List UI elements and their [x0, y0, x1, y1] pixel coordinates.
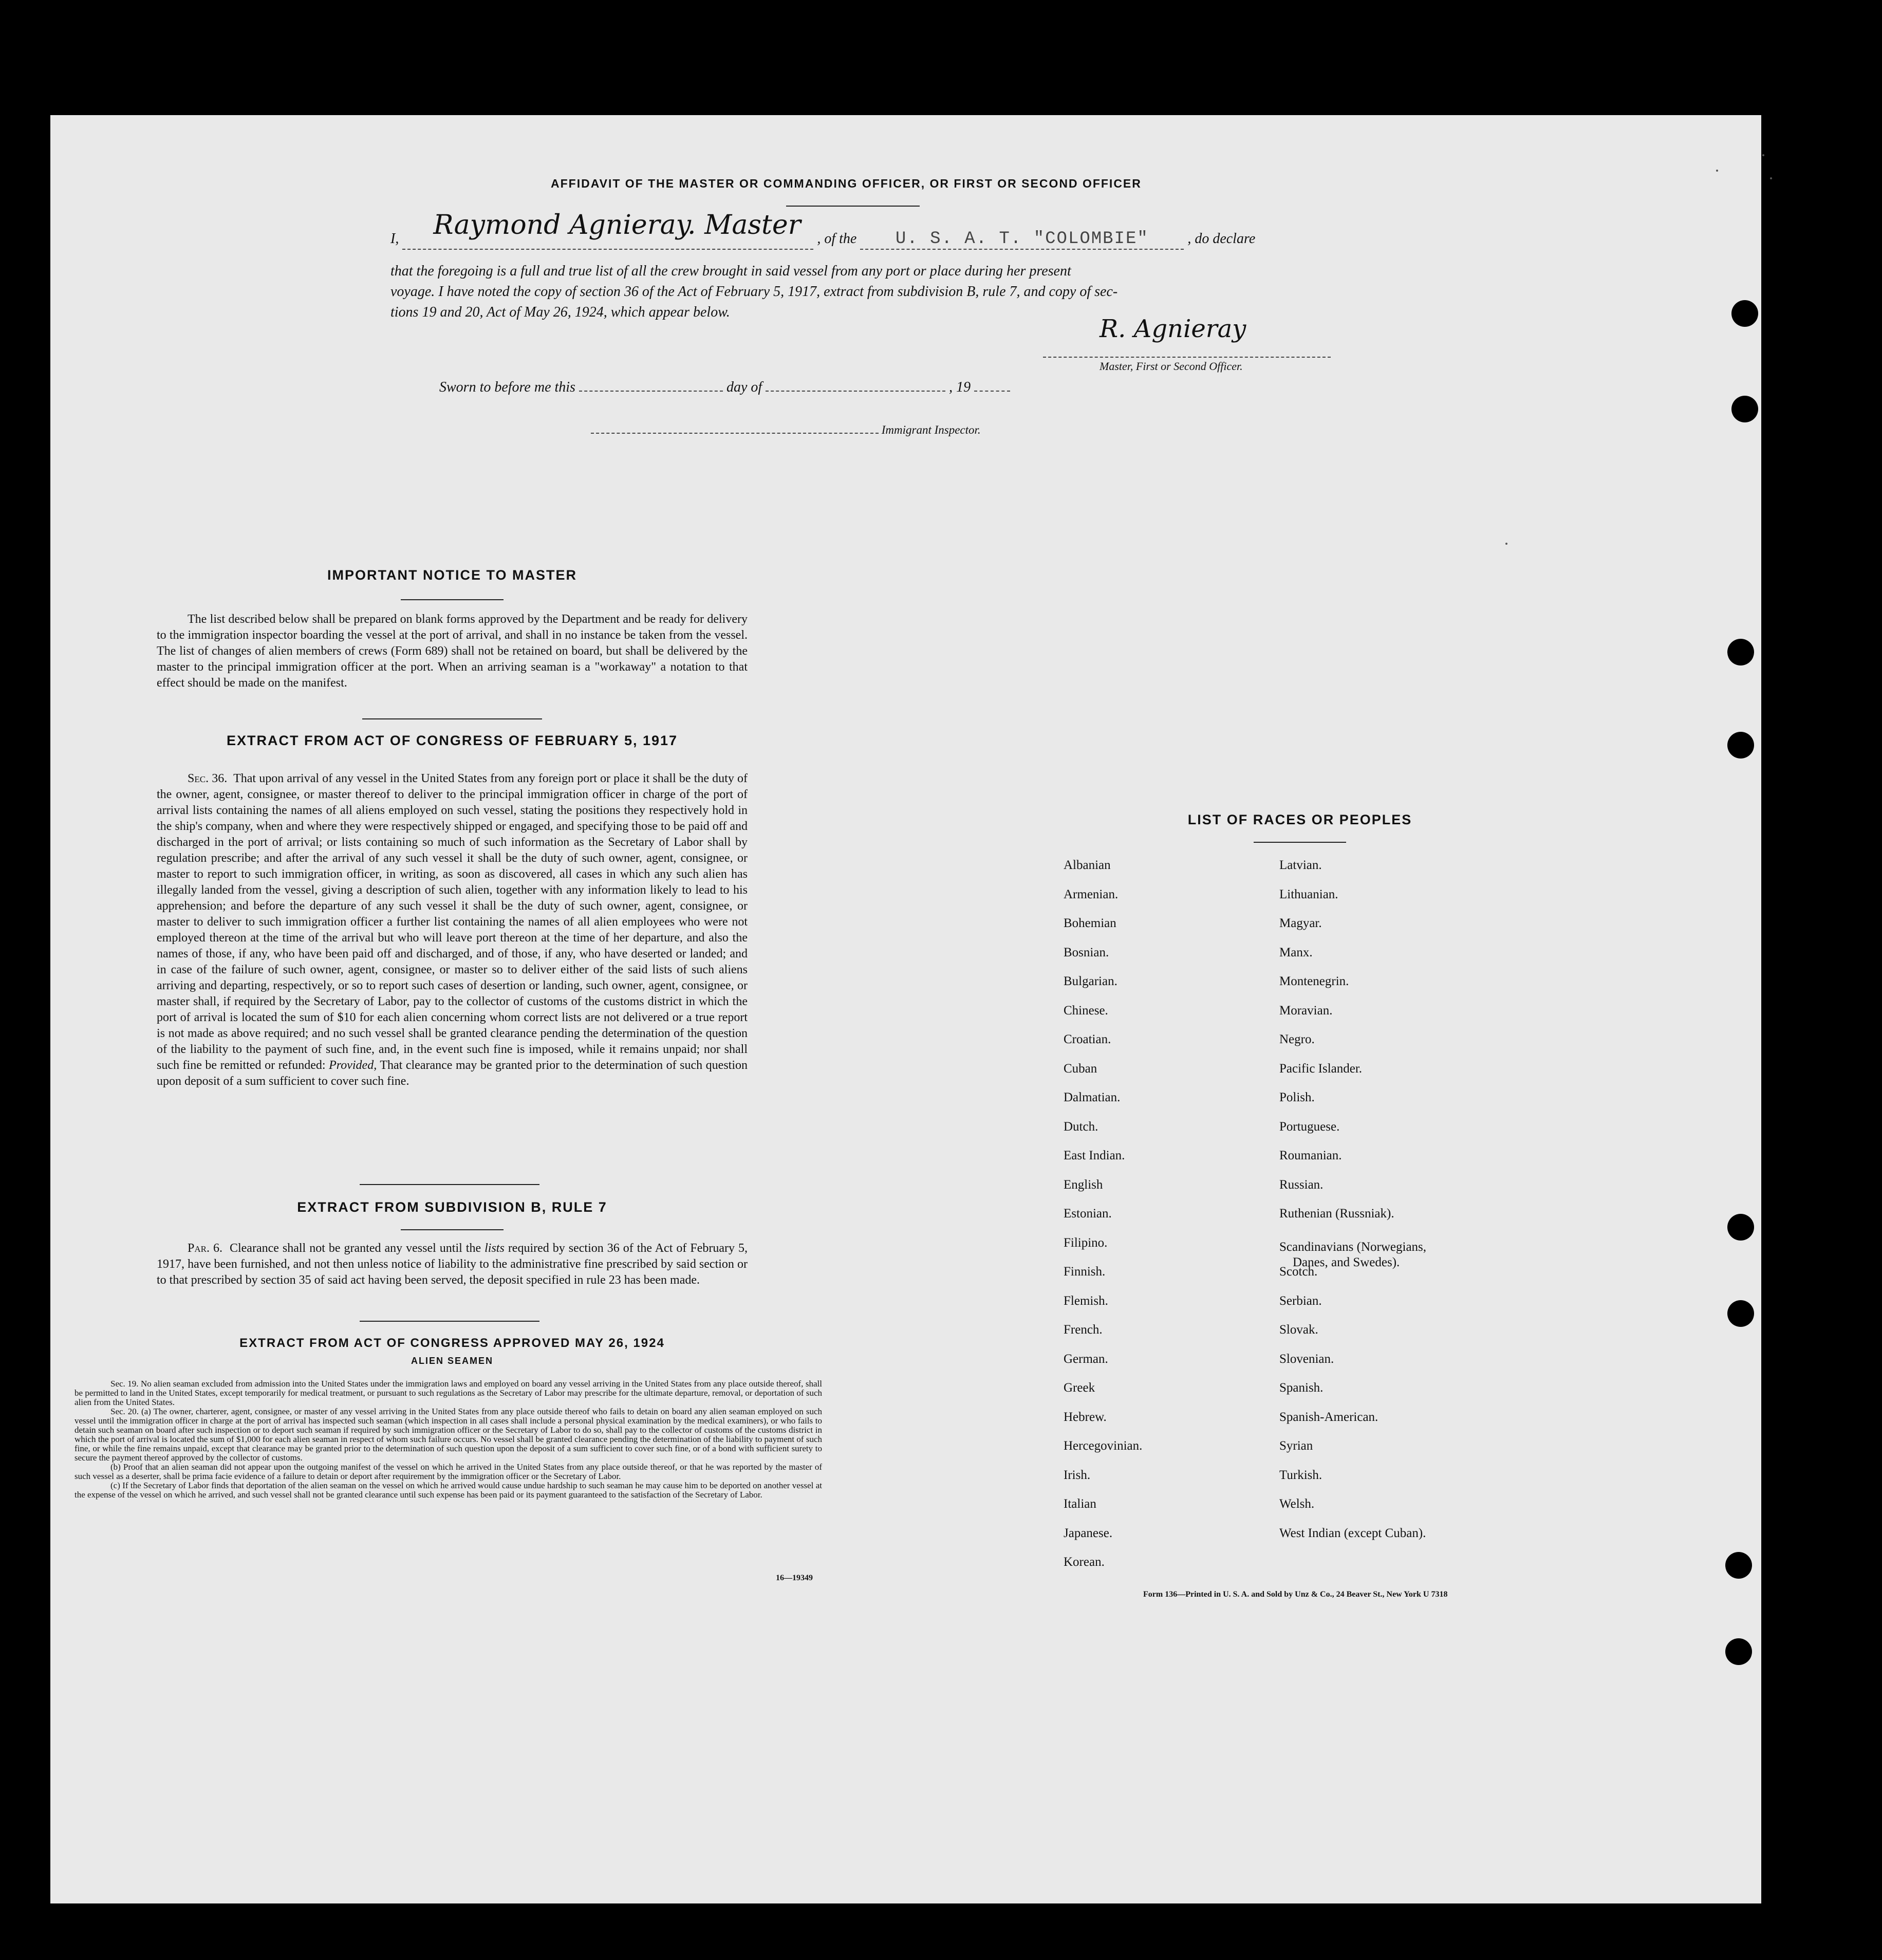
section-rule	[360, 1184, 539, 1185]
race-item: Welsh.	[1279, 1497, 1315, 1511]
binder-hole	[1731, 300, 1758, 327]
race-item: Pacific Islander.	[1279, 1062, 1363, 1076]
race-item: Albanian	[1064, 858, 1111, 872]
race-item: Ruthenian (Russniak).	[1279, 1207, 1394, 1221]
affidavit-body-line: voyage. I have noted the copy of section 36 of the Act of February 5, 1917, extract from subdivision B, rule 7, and copy of sec-	[390, 284, 1118, 300]
race-item: East Indian.	[1064, 1149, 1125, 1162]
sec20b-text: (b) Proof that an alien seaman did not appear upon the outgoing manifest of the vessel on which he arrived in the United States from any place outside thereof, or that he was reported by the master of such vessel as a deserter, shall be prima facie evidence of a failure to detain or deport after requirement by the immigration officer or the Secretary of Labor.	[74, 1462, 822, 1481]
race-item: Slovenian.	[1279, 1352, 1334, 1366]
scan-speck	[1505, 543, 1507, 545]
race-item: Hercegovinian.	[1064, 1439, 1143, 1453]
rule7-text-a: Clearance shall not be granted any vessel until the	[229, 1242, 481, 1255]
rule7-block	[157, 1241, 748, 1288]
scan-speck	[1770, 177, 1772, 179]
section-rule	[362, 718, 542, 719]
race-item: Bohemian	[1064, 916, 1116, 930]
races-right-column	[1279, 858, 1536, 1578]
sworn-month-field[interactable]	[766, 377, 945, 392]
signature-line	[1043, 357, 1331, 358]
race-item: Italian	[1064, 1497, 1096, 1511]
race-item: Moravian.	[1279, 1004, 1333, 1018]
race-item: Estonian.	[1064, 1207, 1112, 1221]
race-item: Dalmatian.	[1064, 1090, 1121, 1104]
races-title: LIST OF RACES OR PEOPLES	[1187, 812, 1412, 827]
binder-hole	[1731, 396, 1758, 422]
binder-hole	[1727, 1300, 1754, 1327]
notice-body-block	[157, 612, 748, 691]
race-item: Chinese.	[1064, 1004, 1108, 1018]
section-rule	[401, 1229, 504, 1230]
notice-body: The list described below shall be prepared on blank forms approved by the Department and be ready for delivery to the immigration inspector boarding the vessel at the port of arrival, and shall in no instance be taken from the vessel. The list of changes of alien members of crews (Form 689) shall not be retained on board, but shall be delivered by the master to the principal immigration officer at the port. When an arriving seaman is a "workaway" a notation to that effect should be made on the manifest.	[157, 613, 748, 690]
race-item: Cuban	[1064, 1062, 1097, 1076]
vessel-name: U. S. A. T. "COLOMBIE"	[895, 229, 1149, 249]
race-item: English	[1064, 1178, 1103, 1192]
scan-speck	[1716, 170, 1718, 172]
sworn-day-field[interactable]	[579, 377, 723, 392]
binder-hole	[1725, 1552, 1752, 1579]
race-item: West Indian (except Cuban).	[1279, 1526, 1426, 1540]
inspector-line	[591, 421, 981, 437]
race-item: Syrian	[1279, 1439, 1313, 1453]
race-item: Spanish-American.	[1279, 1410, 1378, 1424]
race-item: Bosnian.	[1064, 946, 1109, 959]
race-item: Scotch.	[1279, 1265, 1318, 1279]
sec20c-text: (c) If the Secretary of Labor finds that deportation of the alien seaman on the vessel on which he arrived would cause undue hardship to such seaman he may cause him to be deported on another vessel at the expense of the vessel on which he arrived, and such vessel shall not be granted clearance until such expense has been paid or its payment guaranteed to the satisfaction of the Secretary of Labor.	[74, 1481, 822, 1500]
race-item: Montenegrin.	[1279, 974, 1349, 988]
race-item: French.	[1064, 1323, 1103, 1337]
binder-hole	[1725, 1638, 1752, 1665]
race-item: Bulgarian.	[1064, 974, 1117, 988]
section-rule	[360, 1321, 539, 1322]
race-item: Polish.	[1279, 1090, 1315, 1104]
sec36-text: That upon arrival of any vessel in the United States from any foreign port or place it shall be the duty of the owner, agent, consignee, or master thereof to deliver to the principal immigration officer in charge of the port of arrival lists containing the names of all aliens employed on such vessel, stating the positions they respectively hold in the ship's company, when and where they were respectively shipped or engaged, and specifying those to be paid off and discharged in the port of arrival; or lists containing so much of such information as the Secretary of Labor shall by regulation prescribe; and after the arrival of any such vessel it shall be the duty of such owner, agent, consignee, or master to report to such immigration officer, in writing, as soon as discovered, all cases in which any such alien has illegally landed from the vessel, giving a description of such alien, together with any information likely to lead to his apprehension; and before the departure of any such vessel it shall be the duty of such owner, agent, consignee, or master to deliver to such immigration officer a further list containing the names of all alien employees who were not employed thereon at the time of the arrival but who will leave port thereon at the time of her departure, and also the names of those, if any, who have been paid off and discharged, and of those, if any, who have deserted or landed; and in case of the failure of such owner, agent, consignee, or master so to deliver either of the said lists of such aliens arriving and departing, respectively, or so to report such cases of desertion or landing, such owner, agent, consignee, or master shall, if required by the Secretary of Labor, pay to the collector of customs of the customs district in which the port of arrival is located the sum of $10 for each alien concerning whom correct lists are not delivered or a true report is not made as above required; and no such vessel shall be granted clearance pending the determination of the question of the liability to the payment of such fine, and, in the event such fine is imposed, while it remains unpaid; nor shall such fine be remitted or refunded:	[157, 772, 748, 1072]
race-item: Portuguese.	[1279, 1120, 1340, 1134]
sec20a-text: Sec. 20. (a) The owner, charterer, agent, consignee, or master of any vessel arriving in the United States from any place outside thereof who fails to detain on board any alien seaman employed on such vessel until the immigration officer in charge at the port of arrival has inspected such seaman (which inspection in all cases shall include a personal physical examination by the medical examiners), or who fails to detain such seaman on board after such inspection or to deport such seaman if required by such immigration officer or the Secretary of Labor to do so, shall pay to the collector of customs of the customs district in which the port of arrival is located the sum of $1,000 for each alien seaman in respect of whom such failure occurs. No vessel shall be granted clearance pending the determination of the liability to payment of such fine, or while the fine remains unpaid, except that clearance may be granted prior to the determination of such question upon the deposit of a sum sufficient to cover such fine, or of a bond with sufficient surety to secure the payment thereof approved by the collector of customs.	[74, 1407, 822, 1463]
par6-label: Par. 6.	[188, 1242, 222, 1255]
inspector-label: Immigrant Inspector.	[881, 423, 981, 436]
master-name-field[interactable]	[402, 210, 813, 250]
notice-rule	[401, 599, 504, 600]
affidavit-title: AFFIDAVIT OF THE MASTER OR COMMANDING OFFICER, OR FIRST OR SECOND OFFICER	[551, 177, 1142, 190]
affidavit-body	[390, 261, 1356, 323]
race-item: Spanish.	[1279, 1381, 1324, 1395]
master-signature: R. Agnieray	[1100, 315, 1246, 343]
footer-imprint: Form 136—Printed in U. S. A. and Sold by Unz & Co., 24 Beaver St., New York U 7318	[1143, 1590, 1448, 1599]
race-item: Croatian.	[1064, 1032, 1111, 1046]
race-item: Turkish.	[1279, 1468, 1322, 1482]
act1924-block	[74, 1379, 822, 1500]
master-name-handwritten: Raymond Agnieray. Master	[433, 210, 801, 241]
rule7-text-b: required by section 36 of the Act of February 5, 1917, have been furnished, and not then unless notice of liability to the administrative fine prescribed by said section or to that prescribed by section 35 of said act having been served, the deposit specified in rule 23 has been made.	[157, 1242, 748, 1287]
extract-1917-body	[157, 771, 748, 1089]
race-item: Scandinavians (Norwegians,	[1279, 1240, 1427, 1254]
form-code: 16—19349	[776, 1574, 813, 1582]
race-item: Roumanian.	[1279, 1149, 1342, 1162]
year-label: , 19	[949, 379, 971, 395]
notice-title: IMPORTANT NOTICE TO MASTER	[327, 567, 577, 583]
binder-hole	[1727, 639, 1754, 665]
race-item: Filipino.	[1064, 1236, 1108, 1250]
race-item: Flemish.	[1064, 1294, 1108, 1308]
race-item: Japanese.	[1064, 1526, 1113, 1540]
race-item: Manx.	[1279, 946, 1313, 959]
of-the-label: , of the	[817, 231, 857, 247]
extract-1917-block	[157, 771, 748, 1089]
lists-word: lists	[485, 1242, 505, 1255]
rule7-title: EXTRACT FROM SUBDIVISION B, RULE 7	[297, 1199, 607, 1215]
act1924-title: EXTRACT FROM ACT OF CONGRESS APPROVED MAY 26, 1924	[239, 1336, 665, 1350]
race-item: Danes, and Swedes).	[1293, 1255, 1400, 1269]
race-item: Armenian.	[1064, 887, 1119, 901]
race-item: Latvian.	[1279, 858, 1322, 872]
vessel-field[interactable]	[860, 229, 1184, 250]
day-of-label: day of	[726, 379, 762, 395]
scan-speck	[1762, 154, 1764, 156]
binder-hole	[1727, 732, 1754, 759]
title-rule	[786, 206, 920, 207]
do-declare-label: , do declare	[1187, 231, 1256, 247]
race-item: Slovak.	[1279, 1323, 1318, 1337]
race-item: German.	[1064, 1352, 1108, 1366]
proviso-text: That clearance may be granted prior to the determination of such question upon deposit of a sum sufficient to cover such fine.	[157, 1059, 748, 1088]
race-item: Dutch.	[1064, 1120, 1098, 1134]
inspector-signature-field[interactable]	[591, 421, 879, 434]
race-item: Korean.	[1064, 1555, 1105, 1569]
races-rule	[1254, 842, 1346, 843]
sworn-line	[439, 377, 1010, 396]
sworn-label: Sworn to before me this	[439, 379, 575, 395]
race-item: Magyar.	[1279, 916, 1322, 930]
races-left-column	[1064, 858, 1243, 1578]
sec36-label: Sec. 36.	[188, 772, 228, 785]
race-item: Lithuanian.	[1279, 887, 1338, 901]
i-label: I,	[390, 231, 399, 247]
race-item: Hebrew.	[1064, 1410, 1107, 1424]
sec19-text: Sec. 19. No alien seaman excluded from admission into the United States under the immigration laws and employed on board any vessel arriving in the United States from any place outside thereof, shall be permitted to land in the United States, except temporarily for medical treatment, or pursuant to such regulations as the Secretary of Labor may prescribe for the ultimate departure, removal, or deportation of such alien from the United States.	[74, 1379, 822, 1407]
extract-1917-title: EXTRACT FROM ACT OF CONGRESS OF FEBRUARY 5, 1917	[226, 733, 678, 748]
race-item: Serbian.	[1279, 1294, 1322, 1308]
affidavit-line	[390, 210, 1367, 250]
race-item: Irish.	[1064, 1468, 1091, 1482]
race-item: Finnish.	[1064, 1265, 1106, 1279]
race-item: Russian.	[1279, 1178, 1324, 1192]
act1924-subtitle: ALIEN SEAMEN	[411, 1356, 493, 1366]
race-item: Greek	[1064, 1381, 1095, 1395]
signature-caption: Master, First or Second Officer.	[1100, 360, 1243, 373]
binder-hole	[1727, 1214, 1754, 1241]
proviso-word: Provided,	[329, 1059, 377, 1072]
sworn-year-field[interactable]	[974, 377, 1010, 392]
rule7-body	[157, 1241, 748, 1288]
affidavit-body-line: tions 19 and 20, Act of May 26, 1924, which appear below.	[390, 304, 730, 320]
affidavit-body-line: that the foregoing is a full and true list of all the crew brought in said vessel from any port or place during her present	[390, 263, 1071, 279]
race-item: Negro.	[1279, 1032, 1315, 1046]
